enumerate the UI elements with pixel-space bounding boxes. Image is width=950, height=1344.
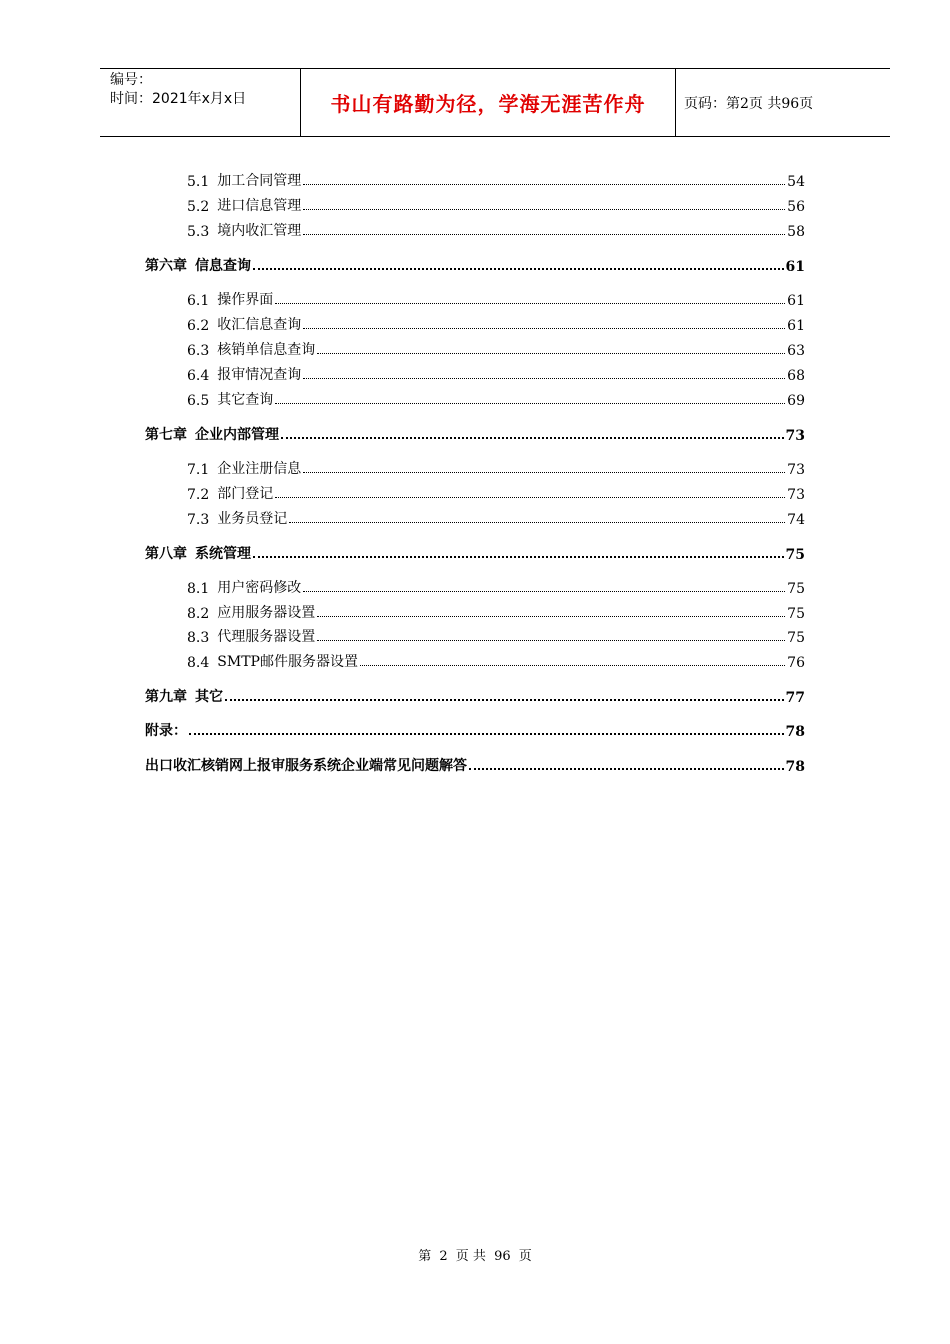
- toc-leader: [303, 184, 785, 185]
- toc-page: 74: [787, 512, 805, 528]
- toc-page: 78: [785, 724, 805, 740]
- toc-page: 75: [787, 581, 805, 597]
- toc-entry[interactable]: [187, 483, 805, 503]
- toc-title: 其它查询: [217, 392, 274, 408]
- toc-number: 8.1: [187, 581, 210, 597]
- toc-entry[interactable]: [187, 626, 805, 646]
- toc-title: 境内收汇管理: [217, 223, 302, 239]
- toc-title: 其它: [195, 689, 223, 705]
- toc-leader: [275, 403, 785, 404]
- toc-entry[interactable]: [187, 170, 805, 190]
- toc-page: 58: [787, 224, 805, 240]
- toc-page: 61: [787, 318, 805, 334]
- toc-leader: [303, 328, 785, 329]
- toc-entry[interactable]: [187, 458, 805, 478]
- time-label: 时间：2021年x月x日: [110, 91, 247, 107]
- toc-number: 8.2: [187, 606, 210, 622]
- toc-page: 73: [787, 487, 805, 503]
- toc-entry[interactable]: [187, 314, 805, 334]
- toc-page: 69: [787, 393, 805, 409]
- toc-page: 54: [787, 174, 805, 190]
- footer-current-page: 2: [439, 1249, 448, 1264]
- toc-leader: [189, 733, 784, 735]
- toc-leader: [360, 665, 785, 666]
- header-motto: 书山有路勤为径，学海无涯苦作舟: [301, 69, 676, 136]
- toc-page: 61: [787, 293, 805, 309]
- footer-total-pages: 96: [494, 1249, 511, 1264]
- toc-page: 75: [785, 547, 805, 563]
- toc-chapter[interactable]: [145, 255, 805, 275]
- toc-title: 部门登记: [217, 486, 274, 502]
- toc-number: 7.2: [187, 487, 210, 503]
- toc-leader: [253, 556, 784, 558]
- toc-number: 6.4: [187, 368, 210, 384]
- toc-leader: [303, 472, 785, 473]
- footer-prefix: 第: [418, 1249, 432, 1264]
- toc-entry[interactable]: [187, 389, 805, 409]
- toc-leader: [225, 699, 784, 701]
- toc-title: 业务员登记: [217, 511, 288, 527]
- toc-number: 第七章: [145, 427, 187, 443]
- footer-middle: 页 共: [455, 1249, 486, 1264]
- toc-title: SMTP邮件服务器设置: [217, 654, 358, 670]
- page-header: [100, 68, 890, 137]
- toc-title: 加工合同管理: [217, 173, 302, 189]
- header-page-info: 页码：第2页 共96页: [684, 95, 814, 112]
- toc-title: 收汇信息查询: [217, 317, 302, 333]
- toc-leader: [317, 353, 785, 354]
- toc-number: 7.3: [187, 512, 210, 528]
- toc-entry[interactable]: [187, 508, 805, 528]
- code-label: 编号：: [110, 72, 152, 88]
- toc-page: 75: [787, 630, 805, 646]
- toc-number: 5.1: [187, 174, 210, 190]
- toc-page: 78: [785, 759, 805, 775]
- toc-leader: [303, 591, 785, 592]
- toc-number: 6.1: [187, 293, 210, 309]
- toc-title: 企业内部管理: [195, 427, 279, 443]
- toc-entry[interactable]: [187, 289, 805, 309]
- toc-chapter[interactable]: [145, 686, 805, 706]
- toc-number: 7.1: [187, 462, 210, 478]
- toc-appendix[interactable]: [145, 720, 805, 740]
- toc-chapter[interactable]: [145, 543, 805, 563]
- toc-leader: [289, 522, 785, 523]
- toc-entry[interactable]: [187, 364, 805, 384]
- toc-number: 8.3: [187, 630, 210, 646]
- header-meta: [100, 69, 301, 136]
- toc-number: 第九章: [145, 689, 187, 705]
- toc-entry[interactable]: [187, 220, 805, 240]
- page-footer: [0, 1245, 950, 1264]
- toc-number: 6.3: [187, 343, 210, 359]
- toc-page: 73: [787, 462, 805, 478]
- toc-entry[interactable]: [187, 339, 805, 359]
- toc-title: 进口信息管理: [217, 198, 302, 214]
- toc-number: 8.4: [187, 655, 210, 671]
- toc-leader: [303, 234, 785, 235]
- toc-leader: [317, 640, 785, 641]
- toc-leader: [469, 768, 784, 770]
- toc-leader: [275, 497, 785, 498]
- toc-page: 73: [785, 428, 805, 444]
- toc-page: 75: [787, 606, 805, 622]
- toc-title: 出口收汇核销网上报审服务系统企业端常见问题解答: [145, 758, 467, 774]
- toc-leader: [303, 378, 785, 379]
- toc-entry[interactable]: [187, 577, 805, 597]
- toc-title: 信息查询: [195, 258, 251, 274]
- toc-number: 第六章: [145, 258, 187, 274]
- toc-title: 附录：: [145, 723, 187, 739]
- toc-page: 63: [787, 343, 805, 359]
- toc-title: 操作界面: [217, 292, 274, 308]
- toc-page: 77: [785, 690, 805, 706]
- toc-page: 68: [787, 368, 805, 384]
- toc-number: 5.3: [187, 224, 210, 240]
- toc-leader: [317, 616, 785, 617]
- toc-number: 6.2: [187, 318, 210, 334]
- toc-number: 第八章: [145, 546, 187, 562]
- toc-title: 应用服务器设置: [217, 605, 316, 621]
- toc-page: 56: [787, 199, 805, 215]
- toc-page: 76: [787, 655, 805, 671]
- toc-entry[interactable]: [187, 195, 805, 215]
- toc-title: 系统管理: [195, 546, 251, 562]
- toc-leader: [281, 437, 784, 439]
- footer-suffix: 页: [518, 1249, 532, 1264]
- toc-entry[interactable]: [187, 651, 805, 671]
- toc-number: 5.2: [187, 199, 210, 215]
- toc-number: 6.5: [187, 393, 210, 409]
- toc-title: 代理服务器设置: [217, 629, 316, 645]
- toc-leader: [275, 303, 785, 304]
- toc-title: 企业注册信息: [217, 461, 302, 477]
- toc-leader: [303, 209, 785, 210]
- toc-chapter[interactable]: [145, 424, 805, 444]
- toc-title: 核销单信息查询: [217, 342, 316, 358]
- toc-entry[interactable]: [187, 602, 805, 622]
- toc-title: 用户密码修改: [217, 580, 302, 596]
- toc-title: 报审情况查询: [217, 367, 302, 383]
- toc-faq[interactable]: [145, 755, 805, 775]
- toc-leader: [253, 268, 784, 270]
- toc-page: 61: [785, 259, 805, 275]
